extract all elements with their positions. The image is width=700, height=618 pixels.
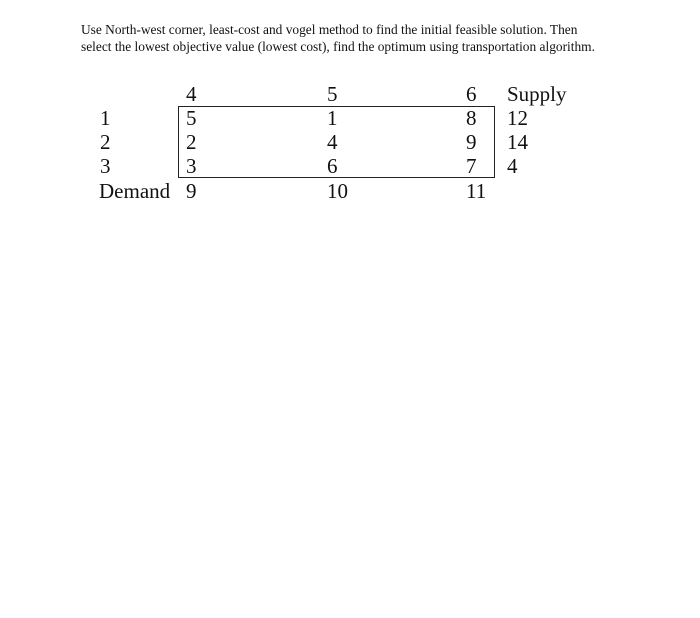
cost-r2-c2: 4 <box>327 130 338 154</box>
header-cost-3: 6 <box>466 82 477 106</box>
supply-row-2: 14 <box>507 130 528 154</box>
cost-r1-c3: 8 <box>466 106 477 130</box>
cost-r1-c1: 5 <box>186 106 197 130</box>
cost-r3-c1: 3 <box>186 154 197 178</box>
cost-r2-c3: 9 <box>466 130 477 154</box>
supply-label: Supply <box>507 82 567 106</box>
demand-col-2: 10 <box>327 179 348 203</box>
header-cost-1: 4 <box>186 82 197 106</box>
row-label-3: 3 <box>100 154 111 178</box>
cost-r1-c2: 1 <box>327 106 338 130</box>
row-label-1: 1 <box>100 106 111 130</box>
instruction-line-1: Use North-west corner, least-cost and vogel method to find the initial feasible solution. Then <box>81 22 578 37</box>
instruction-line-2: select the lowest objective value (lowest cost), find the optimum using transportation algorithm. <box>81 39 595 54</box>
problem-instructions <box>81 21 681 55</box>
cost-r3-c3: 7 <box>466 154 477 178</box>
header-cost-2: 5 <box>327 82 338 106</box>
supply-row-3: 4 <box>507 154 518 178</box>
cost-r2-c1: 2 <box>186 130 197 154</box>
row-label-2: 2 <box>100 130 111 154</box>
demand-col-1: 9 <box>186 179 197 203</box>
demand-col-3: 11 <box>466 179 487 203</box>
cost-r3-c2: 6 <box>327 154 338 178</box>
demand-label: Demand <box>99 179 171 203</box>
supply-row-1: 12 <box>507 106 528 130</box>
